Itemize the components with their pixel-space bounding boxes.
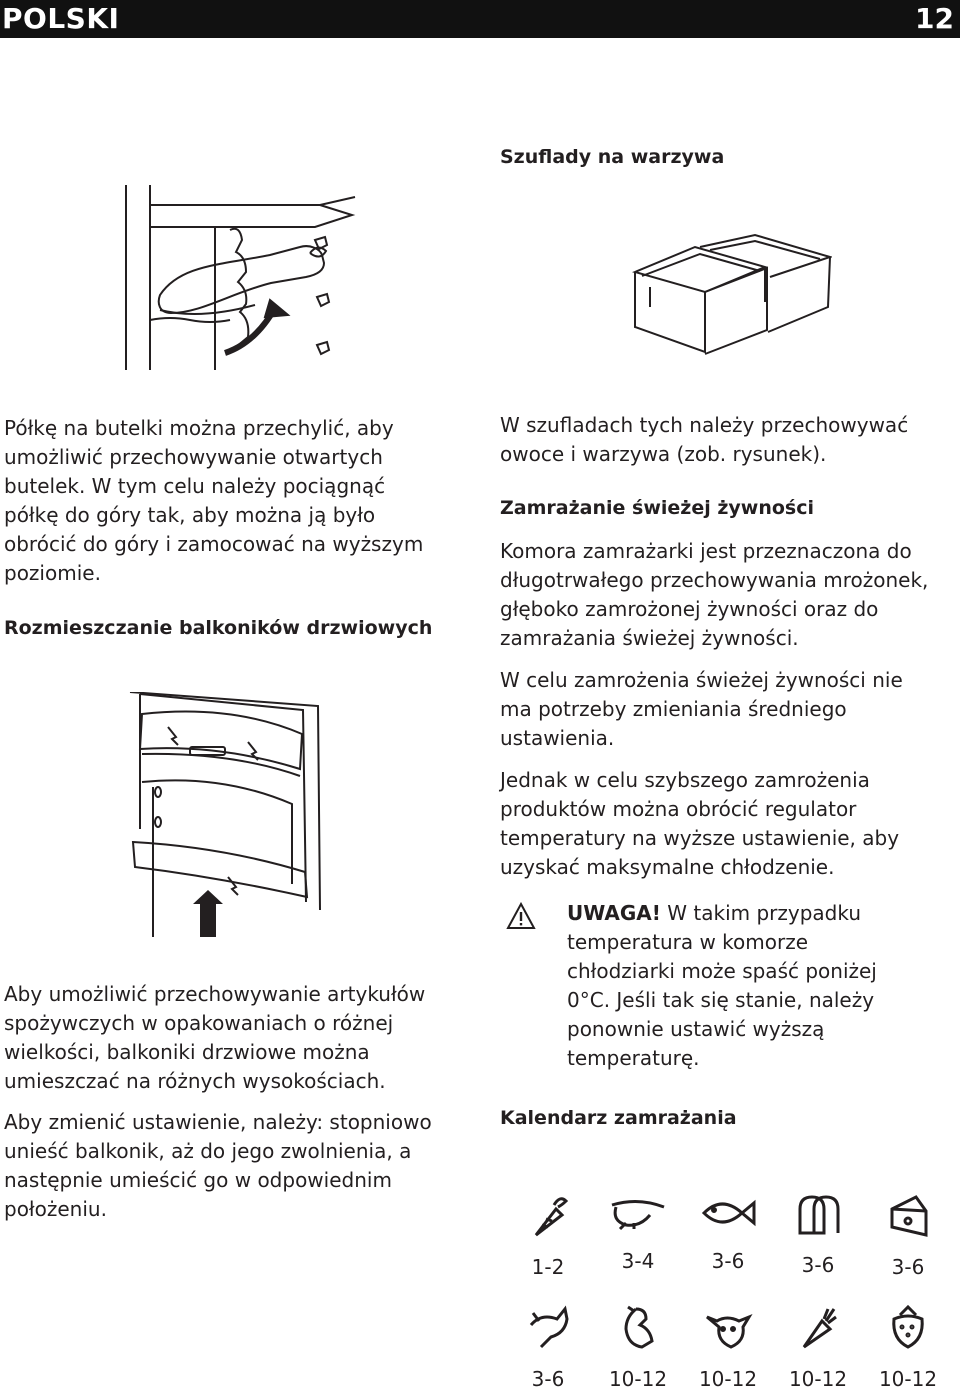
vegetable-icon xyxy=(528,1195,568,1237)
warning-paragraph xyxy=(567,899,917,1073)
calendar-months: 10-12 xyxy=(608,1367,668,1391)
door-balcony-heading: Rozmieszczanie balkoników drzwiowych xyxy=(4,617,433,639)
calendar-item xyxy=(508,1305,588,1391)
bottle-shelf-paragraph: Półkę na butelki można przechylić, aby umożliwić przechowywanie otwartych butelek. W tym celu należy pociągnąć półkę do góry tak, aby można ją było obrócić do góry i zamocować na wyższym poziomie. xyxy=(4,416,424,585)
freezing-paragraph-1: Komora zamrażarki jest przeznaczona do długotrwałego przechowywania mrożonek, głęboko zamrożonej żywności oraz do zamrażania świeżej żywności. xyxy=(500,539,929,650)
bottle-shelf-illustration xyxy=(120,185,360,370)
calendar-months: 1-2 xyxy=(531,1255,565,1279)
page-number: 12 xyxy=(915,2,954,35)
calendar-months: 10-12 xyxy=(878,1367,938,1391)
calendar-item xyxy=(688,1305,768,1391)
calendar-months: 3-6 xyxy=(531,1367,565,1391)
warning-text: W takim przypadku temperatura w komorze chłodziarki może spaść poniżej 0°C. Jeśli tak się stanie, należy ponownie ustawić wyższą temperaturę. xyxy=(567,901,877,1070)
vegetable-drawer-illustration xyxy=(630,232,832,357)
calendar-months: 3-4 xyxy=(621,1249,655,1273)
bread-icon xyxy=(794,1195,842,1235)
drawers-paragraph: W szufladach tych należy przechowywać owoce i warzywa (zob. rysunek). xyxy=(500,413,909,466)
freezing-paragraph-2: W celu zamrożenia świeżej żywności nie ma potrzeby zmieniania średniego ustawienia. xyxy=(500,668,903,750)
calendar-months: 3-6 xyxy=(711,1249,745,1273)
calendar-item xyxy=(778,1305,858,1391)
door-balcony-paragraph-2: Aby zmienić ustawienie, należy: stopniowo unieść balkonik, aż do jego zwolnienia, a następnie umieścić go w odpowiednim położeniu. xyxy=(4,1110,432,1221)
calendar-item xyxy=(598,1305,678,1391)
door-balcony-paragraph-1: Aby umożliwić przechowywanie artykułów spożywczych w opakowaniach o różnej wielkości, balkoniki drzwiowe można umieszczać na różnych wysokościach. xyxy=(4,982,426,1093)
calendar-row-2 xyxy=(508,1305,948,1391)
warning-icon xyxy=(506,902,536,930)
calendar-months: 3-6 xyxy=(801,1253,835,1277)
calendar-item xyxy=(508,1195,588,1279)
poultry-icon xyxy=(525,1305,571,1349)
freezing-heading: Zamrażanie świeżej żywności xyxy=(500,497,815,519)
shrimp-icon xyxy=(608,1195,668,1231)
calendar-row-1 xyxy=(508,1195,948,1279)
calendar-heading: Kalendarz zamrażania xyxy=(500,1107,737,1129)
freezing-paragraph-3: Jednak w celu szybszego zamrożenia produktów można obrócić regulator temperatury na wyższe ustawienie, aby uzyskać maksymalne chłodzenie. xyxy=(500,768,900,879)
calendar-months: 3-6 xyxy=(891,1255,925,1279)
calendar-item xyxy=(598,1195,678,1279)
calendar-months: 10-12 xyxy=(698,1367,758,1391)
calendar-item xyxy=(688,1195,768,1279)
page-header xyxy=(0,0,960,38)
door-balcony-illustration xyxy=(128,692,328,937)
calendar-months: 10-12 xyxy=(788,1367,848,1391)
fish-icon xyxy=(700,1195,756,1231)
language-label: POLSKI xyxy=(2,2,120,35)
cow-icon xyxy=(703,1305,753,1349)
drawers-heading: Szuflady na warzywa xyxy=(500,146,725,168)
cheese-icon xyxy=(888,1195,928,1237)
carrot-icon xyxy=(798,1305,838,1349)
calendar-item xyxy=(868,1305,948,1391)
chicken-icon xyxy=(618,1305,658,1349)
warning-label: UWAGA! xyxy=(567,901,661,925)
calendar-item xyxy=(778,1195,858,1279)
calendar-item xyxy=(868,1195,948,1279)
strawberry-icon xyxy=(888,1305,928,1349)
